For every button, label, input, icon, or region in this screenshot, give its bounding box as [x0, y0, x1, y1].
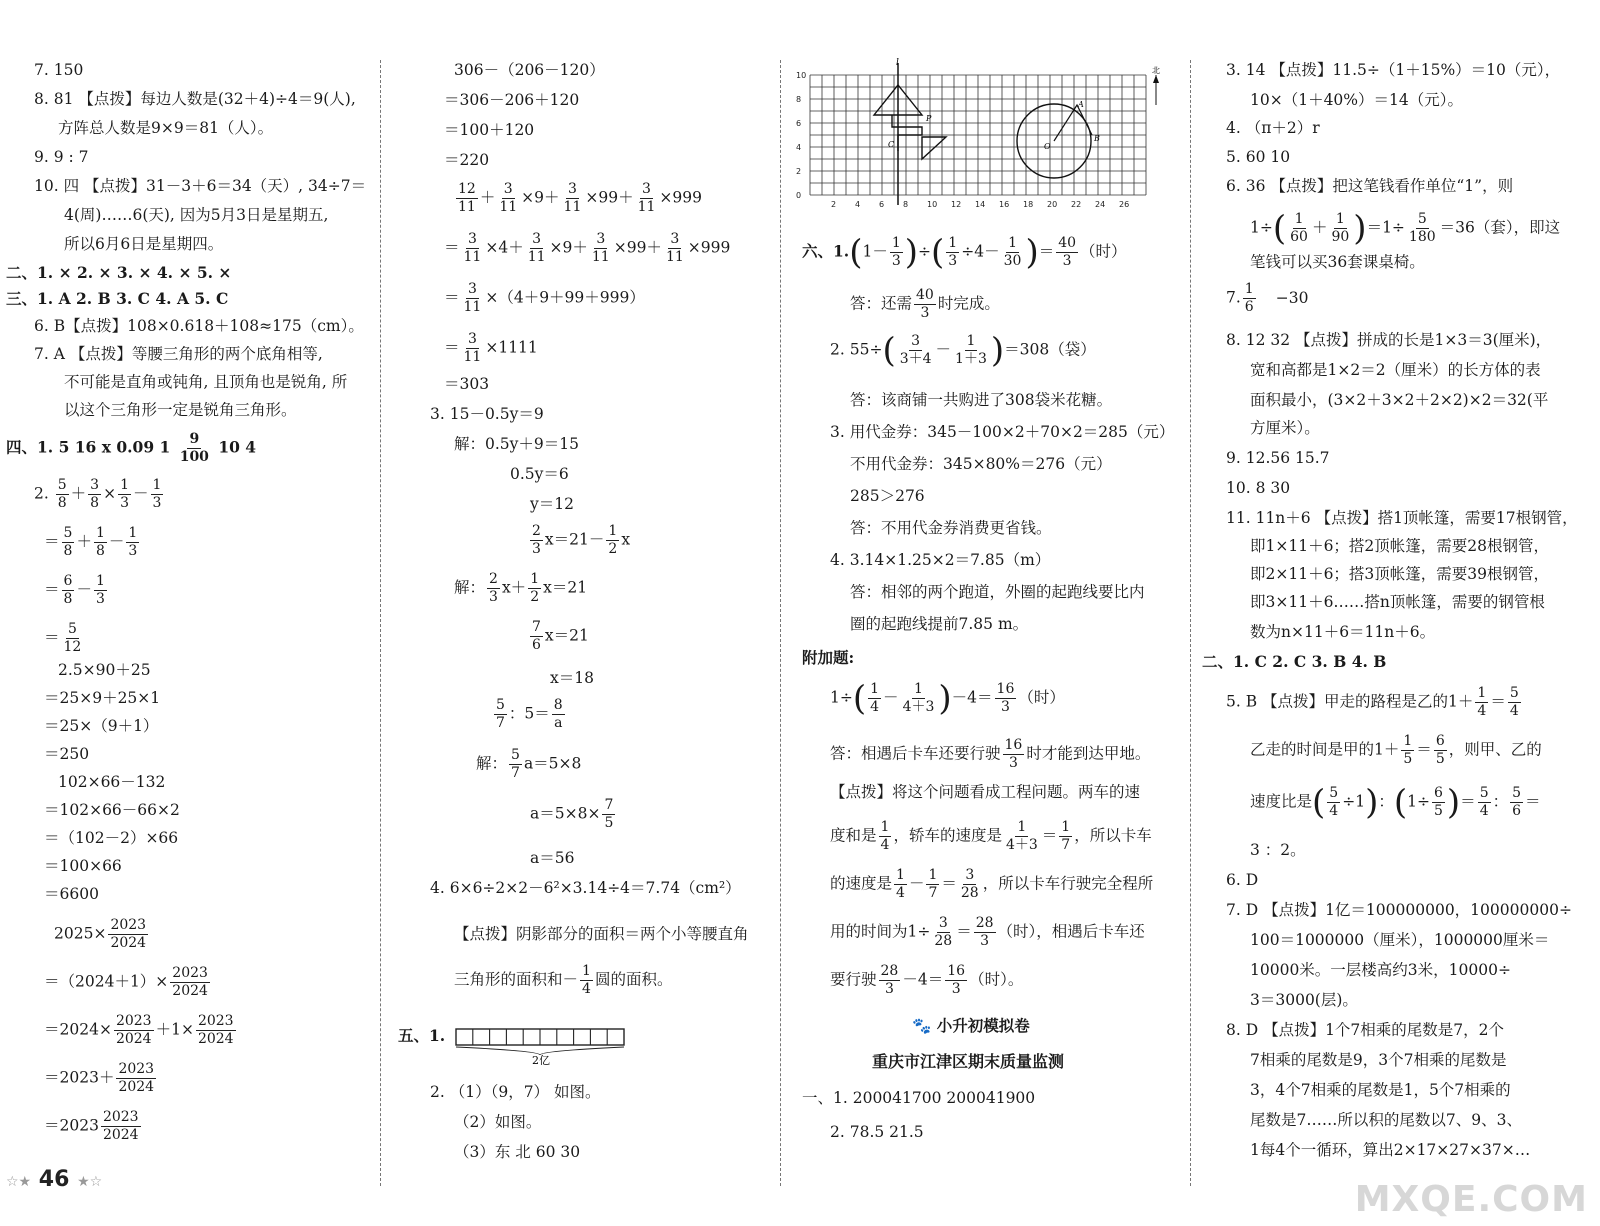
answer-column-3: [792, 55, 1187, 1196]
x-tick-label: 16: [999, 200, 1010, 209]
fraction: $\frac{9}{100}$: [179, 431, 209, 465]
equation-line: ＝2024× $\frac{2023}{2024}$ ＋1× $\frac{2023}{2024}$: [44, 1013, 234, 1047]
watermark-logo: MXQE.COM: [1354, 1179, 1588, 1220]
star-icon: ☆★: [6, 1174, 32, 1190]
answer-line: 的速度是 $\frac{1}{4}$ － $\frac{1}{7}$ ＝ $\frac{3}{28}$ ，所以卡车行驶完全程所: [830, 867, 1154, 901]
equation-line: ＝ $\frac{6}{8}$ － $\frac{1}{3}$: [44, 573, 105, 607]
equation-line: 2.5×90＋25: [58, 661, 151, 679]
equation-line: $\frac{7}{6}$ x＝21: [532, 619, 589, 653]
equation-line: ＝2023 $\frac{2023}{2024}$: [44, 1109, 139, 1143]
answer-line: 【点拨】将这个问题看成工程问题。两车的速: [830, 783, 1141, 801]
equation-line: 解：0.5y＋9＝15: [454, 435, 579, 453]
x-tick-label: 26: [1119, 200, 1130, 209]
answer-line: 笔钱可以买36套课桌椅。: [1250, 253, 1425, 271]
equation-line: $\frac{12}{11}$ ＋ $\frac{3}{11}$ ×9＋ $\frac{3}{11}$ ×99＋ $\frac{3}{11}$ ×999: [458, 181, 702, 215]
path-shape: [892, 115, 922, 151]
answer-line: 度和是 $\frac{1}{4}$ ，轿车的速度是 $\frac{1}{4+3}$ ＝ $\frac{1}{7}$ ，所以卡车: [830, 819, 1152, 853]
answer-line: 4. 3.14×1.25×2＝7.85（m）: [830, 551, 1051, 569]
y-tick-label: 10: [796, 71, 807, 80]
equation-line: ＝102×66－66×2: [44, 801, 180, 819]
answer-line: 8. D 【点拨】1个7相乘的尾数是7，2个: [1226, 1021, 1505, 1039]
svg-text:B: B: [1094, 134, 1100, 143]
y-tick-label: 8: [796, 95, 802, 104]
equation-line: ＝ $\frac{3}{11}$ ×（4＋9＋99＋999）: [444, 281, 645, 315]
answer-line: 7. D 【点拨】1亿＝100000000，100000000÷: [1226, 901, 1572, 919]
x-tick-label: 6: [879, 200, 885, 209]
answer-line: 乙走的时间是甲的1＋ $\frac{1}{5}$ ＝ $\frac{6}{5}$ ，则甲、乙的: [1250, 733, 1542, 767]
answer-text: 四、1. 5 16 x 0.09 1: [6, 437, 171, 457]
y-tick-label: 2: [796, 167, 802, 176]
x-tick-label: 22: [1071, 200, 1082, 209]
answer-line: 9. 12.56 15.7: [1226, 449, 1330, 467]
x-tick-label: 20: [1047, 200, 1058, 209]
bar-segment-diagram: [454, 1025, 634, 1065]
section-title: 🐾 小升初模拟卷: [912, 1017, 1030, 1035]
x-tick-label: 18: [1023, 200, 1034, 209]
equation-line: y＝12: [530, 495, 574, 513]
answer-line: 6. D: [1226, 871, 1259, 889]
x-tick-label: 4: [855, 200, 861, 209]
x-tick-label: 24: [1095, 200, 1106, 209]
answer-column-2: [392, 55, 770, 1196]
equation-line: 解： $\frac{2}{3}$ x＋ $\frac{1}{2}$ x＝21: [454, 571, 588, 605]
answer-line: 方阵总人数是9×9＝81（人）。: [58, 119, 274, 137]
section-heading: 二、1. × 2. × 3. × 4. × 5. ×: [6, 263, 232, 282]
equation-line: 1÷( $\frac{1}{60}$ ＋ $\frac{1}{90}$ )＝1÷ $\frac{5}{180}$ ＝36（套），即这: [1250, 208, 1561, 249]
x-tick-label: 2: [831, 200, 837, 209]
answer-line: 2. （1）（9，7） 如图。: [430, 1083, 601, 1101]
answer-line: 11. 11n＋6 【点拨】搭1顶帐篷，需要17根钢管，: [1226, 509, 1578, 527]
equation-line: a＝56: [530, 849, 575, 867]
equation-line: 2025× $\frac{2023}{2024}$: [54, 917, 147, 951]
equation-line: a＝5×8× $\frac{7}{5}$: [530, 797, 614, 831]
equation-line: x＝18: [550, 669, 594, 687]
column-divider: [780, 60, 781, 1186]
answer-line: 答：相邻的两个跑道，外圈的起跑线要比内: [850, 583, 1145, 601]
answer-line: 数为n×11＋6＝11n＋6。: [1250, 623, 1436, 641]
answer-line: 1每4个一循环，算出2×17×27×37×…: [1250, 1141, 1531, 1159]
equation-line: 1÷( $\frac{1}{4}$ － $\frac{1}{4+3}$ )－4＝ $\frac{16}{3}$ （时）: [830, 678, 1065, 719]
answer-line: （3）东 北 60 30: [454, 1143, 581, 1161]
svg-text:A: A: [1078, 100, 1084, 109]
answer-line: 285＞276: [850, 487, 925, 505]
equation-line: ＝100×66: [44, 857, 122, 875]
equation-line: ＝（2024＋1）× $\frac{2023}{2024}$: [44, 965, 208, 999]
y-tick-label: 4: [796, 143, 802, 152]
answer-line: 即2×11＋6；搭3顶帐篷，需要39根钢管，: [1250, 565, 1550, 583]
answer-line: 7. 150: [34, 61, 84, 79]
svg-text:C: C: [888, 140, 895, 149]
equation-line: ＝6600: [44, 885, 99, 903]
x-tick-label: 14: [975, 200, 986, 209]
answer-text: 10 4: [218, 437, 257, 457]
answer-line: 3＝3000(层)。: [1250, 991, 1358, 1009]
answer-line: 10. 四 【点拨】31－3＋6＝34（天）, 34÷7＝: [34, 177, 367, 195]
small-triangle: [922, 137, 946, 159]
equation-line: ＝ $\frac{5}{8}$ ＋ $\frac{1}{8}$ － $\frac{1}{3}$: [44, 525, 138, 559]
equation-line: ＝100＋120: [444, 121, 535, 139]
answer-line: 4. （π＋2）r: [1226, 119, 1320, 137]
answer-line: 10×（1＋40%）＝14（元）。: [1250, 91, 1463, 109]
x-tick-label: 12: [951, 200, 962, 209]
answer-line: 3. 用代金券：345－100×2＋70×2＝285（元）: [830, 423, 1175, 441]
answer-line: 速度比是( $\frac{5}{4}$ ÷1)：(1÷ $\frac{6}{5}$ )＝ $\frac{5}{4}$ ： $\frac{5}{6}$ ＝: [1250, 782, 1541, 823]
answer-line: 6. B【点拨】108×0.618＋108≈175（cm）。: [34, 317, 364, 335]
answer-line: 5. 60 10: [1226, 148, 1291, 166]
equation-line: $\frac{2}{3}$ x＝21－ $\frac{1}{2}$ x: [532, 523, 631, 557]
equation-line: ＝25×（9＋1）: [44, 717, 159, 735]
equation-line: 解： $\frac{5}{7}$ a＝5×8: [476, 747, 582, 781]
answer-line: 5. B 【点拨】甲走的路程是乙的1＋ $\frac{1}{4}$ ＝ $\frac{5}{4}$: [1226, 685, 1519, 719]
answer-line: 答：不用代金券消费更省钱。: [850, 519, 1052, 537]
section-heading: 附加题:: [802, 648, 855, 667]
column-divider: [380, 60, 381, 1186]
answer-line: 100＝1000000（厘米），1000000厘米＝: [1250, 931, 1550, 949]
equation-line: ＝ $\frac{3}{11}$ ×1111: [444, 331, 538, 365]
equation-line: ＝ $\frac{3}{11}$ ×4＋ $\frac{3}{11}$ ×9＋ $\frac{3}{11}$ ×99＋ $\frac{3}{11}$ ×999: [444, 231, 731, 265]
answer-line: 7. A 【点拨】等腰三角形的两个底角相等,: [34, 345, 323, 363]
bar-label: 2亿: [532, 1054, 550, 1065]
y-tick-label: 0: [796, 191, 802, 200]
answer-line: 圈的起跑线提前7.85 m。: [850, 615, 1029, 633]
y-tick-label: 6: [796, 119, 802, 128]
answer-line: 尾数是7……所以积的尾数以7、9、3、: [1250, 1111, 1522, 1129]
answer-line: 4(周)……6(天), 因为5月3日是星期五,: [64, 206, 329, 224]
answer-line: 3. 14 【点拨】11.5÷（1＋15%）＝10（元），: [1226, 61, 1561, 79]
equation-line: 2. $\frac{5}{8}$ ＋ $\frac{3}{8}$ × $\frac{1}{3}$ － $\frac{1}{3}$: [34, 477, 162, 511]
x-tick-label: 10: [927, 200, 938, 209]
answer-line: 以这个三角形一定是锐角三角形。: [64, 401, 297, 419]
equation-line: ＝220: [444, 151, 490, 169]
section-heading: [6, 431, 256, 466]
equation-line: 六、1.(1－ $\frac{1}{3}$ )÷( $\frac{1}{3}$ ÷4－ $\frac{1}{30}$ )＝ $\frac{40}{3}$ （时）: [802, 232, 1127, 273]
section-heading: 三、1. A 2. B 3. C 4. A 5. C: [6, 289, 229, 308]
answer-line: 面积最小，(3×2＋3×2＋2×2)×2＝32(平: [1250, 391, 1549, 409]
svg-text:O: O: [1044, 142, 1051, 151]
equation-line: 2. 55÷( $\frac{3}{3+4}$ － $\frac{1}{1+3}$ )＝308（袋）: [830, 330, 1096, 371]
answer-line: 8. 81 【点拨】每边人数是(32＋4)÷4＝9(人),: [34, 90, 356, 108]
answer-line: 方厘米）。: [1250, 419, 1320, 437]
answer-line: 所以6月6日是星期四。: [64, 235, 224, 253]
exam-title: 重庆市江津区期末质量监测: [872, 1052, 1065, 1071]
answer-line: 6. 36 【点拨】把这笔钱看作单位“1”，则: [1226, 177, 1514, 195]
equation-line: 3. 15－0.5y＝9: [430, 405, 544, 423]
answer-line: 答：该商铺一共购进了308袋米花糖。: [850, 391, 1113, 409]
equation-line: ＝2023＋ $\frac{2023}{2024}$: [44, 1061, 155, 1095]
answer-column-1: [0, 55, 378, 1196]
page-number: ☆★ 46 ★☆: [6, 1167, 103, 1192]
answer-column-4: [1200, 55, 1580, 1196]
answer-line: （2）如图。: [454, 1113, 542, 1131]
equation-line: 306－（206－120）: [454, 61, 605, 79]
equation-line: 102×66－132: [58, 773, 166, 791]
answer-line: 2. 78.5 21.5: [830, 1123, 924, 1141]
equation-line: ＝303: [444, 375, 490, 393]
answer-line: 要行驶 $\frac{28}{3}$ －4＝ $\frac{16}{3}$ （时）。: [830, 963, 1024, 997]
answer-line: 【点拨】阴影部分的面积＝两个小等腰直角: [454, 925, 749, 943]
answer-line: 9. 9 : 7: [34, 148, 89, 166]
answer-line: 7. $\frac{1}{6}$ −30: [1226, 281, 1309, 315]
answer-line: 宽和高都是1×2＝2（厘米）的长方体的表: [1250, 361, 1541, 379]
answer-line: 4. 6×6÷2×2－6²×3.14÷4＝7.74（cm²）: [430, 879, 741, 897]
equation-line: ＝ $\frac{5}{12}$: [44, 621, 82, 655]
answer-line: 10. 8 30: [1226, 479, 1291, 497]
equation-line: ＝25×9＋25×1: [44, 689, 161, 707]
answer-line: 10000米。一层楼高约3米，10000÷: [1250, 961, 1511, 979]
equation-line: ＝（102－2）×66: [44, 829, 179, 847]
equation-line: ＝306－206＋120: [444, 91, 580, 109]
section-heading: 二、1. C 2. C 3. B 4. B: [1202, 652, 1387, 671]
answer-line: 不用代金券：345×80%＝276（元）: [850, 455, 1112, 473]
answer-line: 即1×11＋6；搭2顶帐篷，需要28根钢管，: [1250, 537, 1550, 555]
section-heading: 五、1.: [398, 1026, 446, 1045]
svg-text:P: P: [926, 114, 932, 123]
answer-line: 即3×11＋6……搭n顶帐篷，需要的钢管根: [1250, 593, 1545, 611]
answer-line: 答：还需 $\frac{40}{3}$ 时完成。: [850, 287, 1000, 321]
axis-label-l: l: [896, 58, 899, 68]
answer-line: 答：相遇后卡车还要行驶 $\frac{16}{3}$ 时才能到达甲地。: [830, 737, 1151, 771]
equation-line: 0.5y＝6: [510, 465, 569, 483]
answer-line: 3 ：2。: [1250, 841, 1306, 859]
answer-line: 8. 12 32 【点拨】拼成的长是1×3＝3(厘米)，: [1226, 331, 1552, 349]
answer-line: 不可能是直角或钝角, 且顶角也是锐角, 所: [64, 373, 348, 391]
star-icon: ★☆: [77, 1174, 103, 1190]
svg-text:北: 北: [1152, 66, 1160, 75]
answer-line: 3，4个7相乘的尾数是1，5个7相乘的: [1250, 1081, 1511, 1099]
answer-line: 三角形的面积和－ $\frac{1}{4}$ 圆的面积。: [454, 963, 673, 997]
equation-line: $\frac{5}{7}$ ：5＝ $\frac{8}{a}$: [496, 697, 563, 731]
answer-line: 7相乘的尾数是9，3个7相乘的尾数是: [1250, 1051, 1507, 1069]
answer-line: 一、1. 200041700 200041900: [802, 1089, 1036, 1107]
coordinate-grid-figure: [792, 55, 1172, 215]
x-tick-label: 8: [903, 200, 909, 209]
column-divider: [1190, 60, 1191, 1186]
equation-line: ＝250: [44, 745, 90, 763]
answer-line: 用的时间为1÷ $\frac{3}{28}$ ＝ $\frac{28}{3}$ （时），相遇后卡车还: [830, 915, 1145, 949]
